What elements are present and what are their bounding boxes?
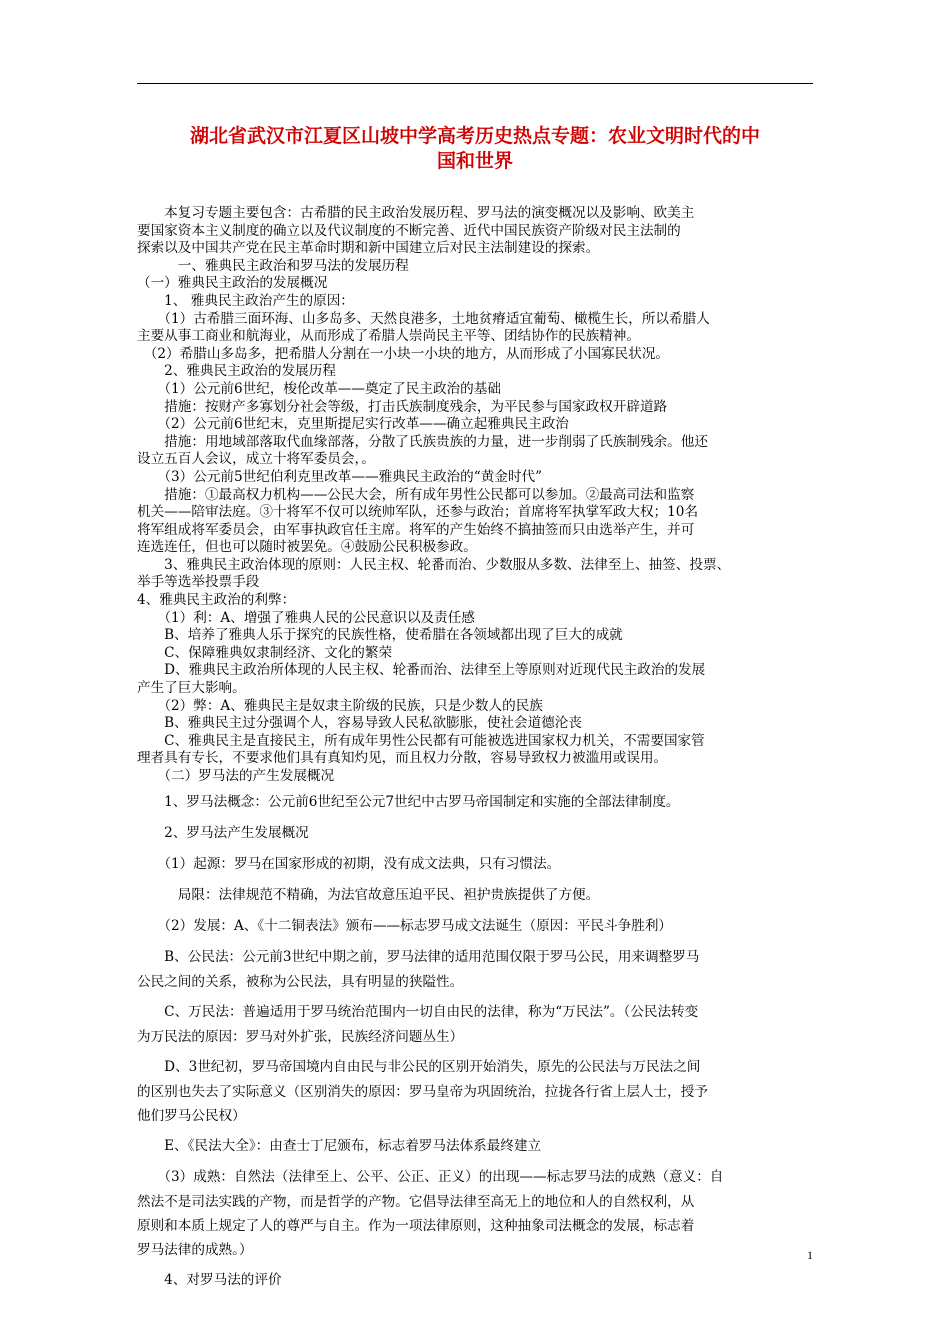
text-line: 措施：用地域部落取代血缘部落，分散了氏族贵族的力量，进一步削弱了氏族制残余。他还 [137, 433, 708, 450]
text-line: （3）公元前5世纪伯利克里改革——雅典民主政治的“黄金时代” [137, 468, 543, 485]
text-line: E、《民法大全》：由查士丁尼颁布，标志着罗马法体系最终建立 [137, 1137, 542, 1154]
text-line: 1、 雅典民主政治产生的原因： [137, 292, 354, 309]
text-line: 探索以及中国共产党在民主革命时期和新中国建立后对民主法制建设的探索。 [137, 240, 600, 257]
text-line: 局限：法律规范不精确，为法官故意压迫平民、袒护贵族提供了方便。 [137, 886, 600, 903]
text-line: 1、罗马法概念：公元前6世纪至公元7世纪中古罗马帝国制定和实施的全部法律制度。 [137, 793, 680, 810]
text-line: 3、雅典民主政治体现的原则：人民主权、轮番而治、少数服从多数、法律至上、抽签、投票、 [137, 556, 731, 573]
text-line: （1）起源：罗马在国家形成的初期，没有成文法典，只有习惯法。 [137, 855, 561, 872]
text-line: （1）公元前6世纪，梭伦改革——奠定了民主政治的基础 [137, 380, 501, 397]
text-line: B、公民法：公元前3世纪中期之前，罗马法律的适用范围仅限于罗马公民，用来调整罗马 [137, 948, 700, 965]
text-line: 本复习专题主要包含：古希腊的民主政治发展历程、罗马法的演变概况以及影响、欧美主 [137, 205, 695, 221]
document-title [137, 124, 813, 174]
body-section-athens [137, 205, 813, 786]
text-line: 将军组成将军委员会，由军事执政官任主席。将军的产生始终不搞抽签而只由选举产生，并可 [137, 521, 695, 538]
text-line: C、保障雅典奴隶制经济、文化的繁荣 [137, 644, 393, 661]
text-line: 连选连任，但也可以随时被罢免。④鼓励公民积极参政。 [137, 539, 477, 556]
text-line: 产生了巨大影响。 [137, 680, 246, 697]
text-line: 措施：按财产多寡划分社会等级，打击氏族制度残余，为平民参与国家政权开辟道路 [137, 398, 668, 415]
text-line: （一）雅典民主政治的发展概况 [137, 275, 328, 292]
text-line: B、培养了雅典人乐于探究的民族性格，使希腊在各领域都出现了巨大的成就 [137, 627, 623, 644]
text-line: 要国家资本主义制度的确立以及代议制度的不断完善、近代中国民族资产阶级对民主法制的 [137, 222, 681, 239]
text-line: C、雅典民主是直接民主，所有成年男性公民都有可能被选进国家权力机关，不需要国家管 [137, 732, 705, 749]
text-line: （2）弊：A、雅典民主是奴隶主阶级的民族，只是少数人的民族 [137, 697, 543, 714]
text-line: （2）希腊山多岛多，把希腊人分割在一小块一小块的地方，从而形成了小国寡民状况。 [137, 345, 670, 362]
text-line: 设立五百人会议，成立十将军委员会，。 [137, 451, 375, 468]
text-line: 一、雅典民主政治和罗马法的发展历程 [137, 257, 409, 274]
text-line: （3）成熟：自然法（法律至上、公平、公正、正义）的出现——标志罗马法的成熟（意义：自 [137, 1168, 724, 1185]
text-line: （1）古希腊三面环海、山多岛多、天然良港多，土地贫瘠适宜葡萄、橄榄生长，所以希腊人 [137, 310, 710, 327]
text-line: 他们罗马公民权） [137, 1107, 246, 1124]
text-line: B、雅典民主过分强调个人，容易导致人民私欲膨胀，使社会道德沦丧 [137, 715, 582, 732]
document-body [137, 205, 813, 1293]
text-line: 2、罗马法产生发展概况 [137, 824, 309, 841]
text-line: 2、雅典民主政治的发展历程 [137, 363, 336, 380]
text-line: 为万民法的原因：罗马对外扩张，民族经济问题丛生） [137, 1028, 464, 1045]
text-line: （2）公元前6世纪末，克里斯提尼实行改革——确立起雅典民主政治 [137, 416, 569, 433]
text-line: D、3世纪初，罗马帝国境内自由民与非公民的区别开始消失，原先的公民法与万民法之间 [137, 1058, 701, 1075]
title-line: 国和世界 [436, 150, 513, 172]
text-line: 主要从事工商业和航海业，从而形成了希腊人崇尚民主平等、团结协作的民族精神。 [137, 328, 640, 345]
text-line: 机关——陪审法庭。③十将军不仅可以统帅军队，还参与政治；首席将军执掌军政大权；10名 [137, 504, 699, 521]
text-line: 原则和本质上规定了人的尊严与自主。作为一项法律原则，这种抽象司法概念的发展，标志着 [137, 1217, 695, 1234]
body-section-roman-law [137, 790, 813, 1293]
text-line: 4、对罗马法的评价 [137, 1271, 282, 1288]
text-line: （二）罗马法的产生发展概况 [137, 768, 335, 784]
text-line: （2）发展：A、《十二铜表法》颁布——标志罗马成文法诞生（原因：平民斗争胜利） [137, 917, 673, 934]
text-line: C、万民法：普遍适用于罗马统治范围内一切自由民的法律，称为“万民法”。（公民法转变 [137, 1003, 699, 1020]
header-rule [137, 83, 813, 84]
text-line: （1）利：A、增强了雅典人民的公民意识以及责任感 [137, 609, 475, 626]
title-line: 湖北省武汉市江夏区山坡中学高考历史热点专题：农业文明时代的中 [189, 125, 760, 147]
text-line: 罗马法律的成熟。） [137, 1241, 253, 1258]
text-line: 然法不是司法实践的产物，而是哲学的产物。它倡导法律至高无上的地位和人的自然权利，从 [137, 1193, 695, 1210]
text-line: 理者具有专长，不要求他们具有真知灼见，而且权力分散，容易导致权力被滥用或误用。 [137, 750, 668, 767]
text-line: 举手等选举投票手段 [137, 574, 260, 591]
page-number: 1 [807, 1248, 813, 1262]
text-line: 措施：①最高权力机构——公民大会，所有成年男性公民都可以参加。②最高司法和监察 [137, 486, 695, 503]
text-line: 的区别也失去了实际意义（区别消失的原因：罗马皇帝为巩固统治，拉拢各行省上层人士，授予 [137, 1083, 708, 1100]
text-line: 4、雅典民主政治的利弊： [137, 592, 296, 609]
text-line: 公民之间的关系，被称为公民法，具有明显的狭隘性。 [137, 973, 464, 990]
text-line: D、雅典民主政治所体现的人民主权、轮番而治、法律至上等原则对近现代民主政治的发展 [137, 662, 706, 679]
